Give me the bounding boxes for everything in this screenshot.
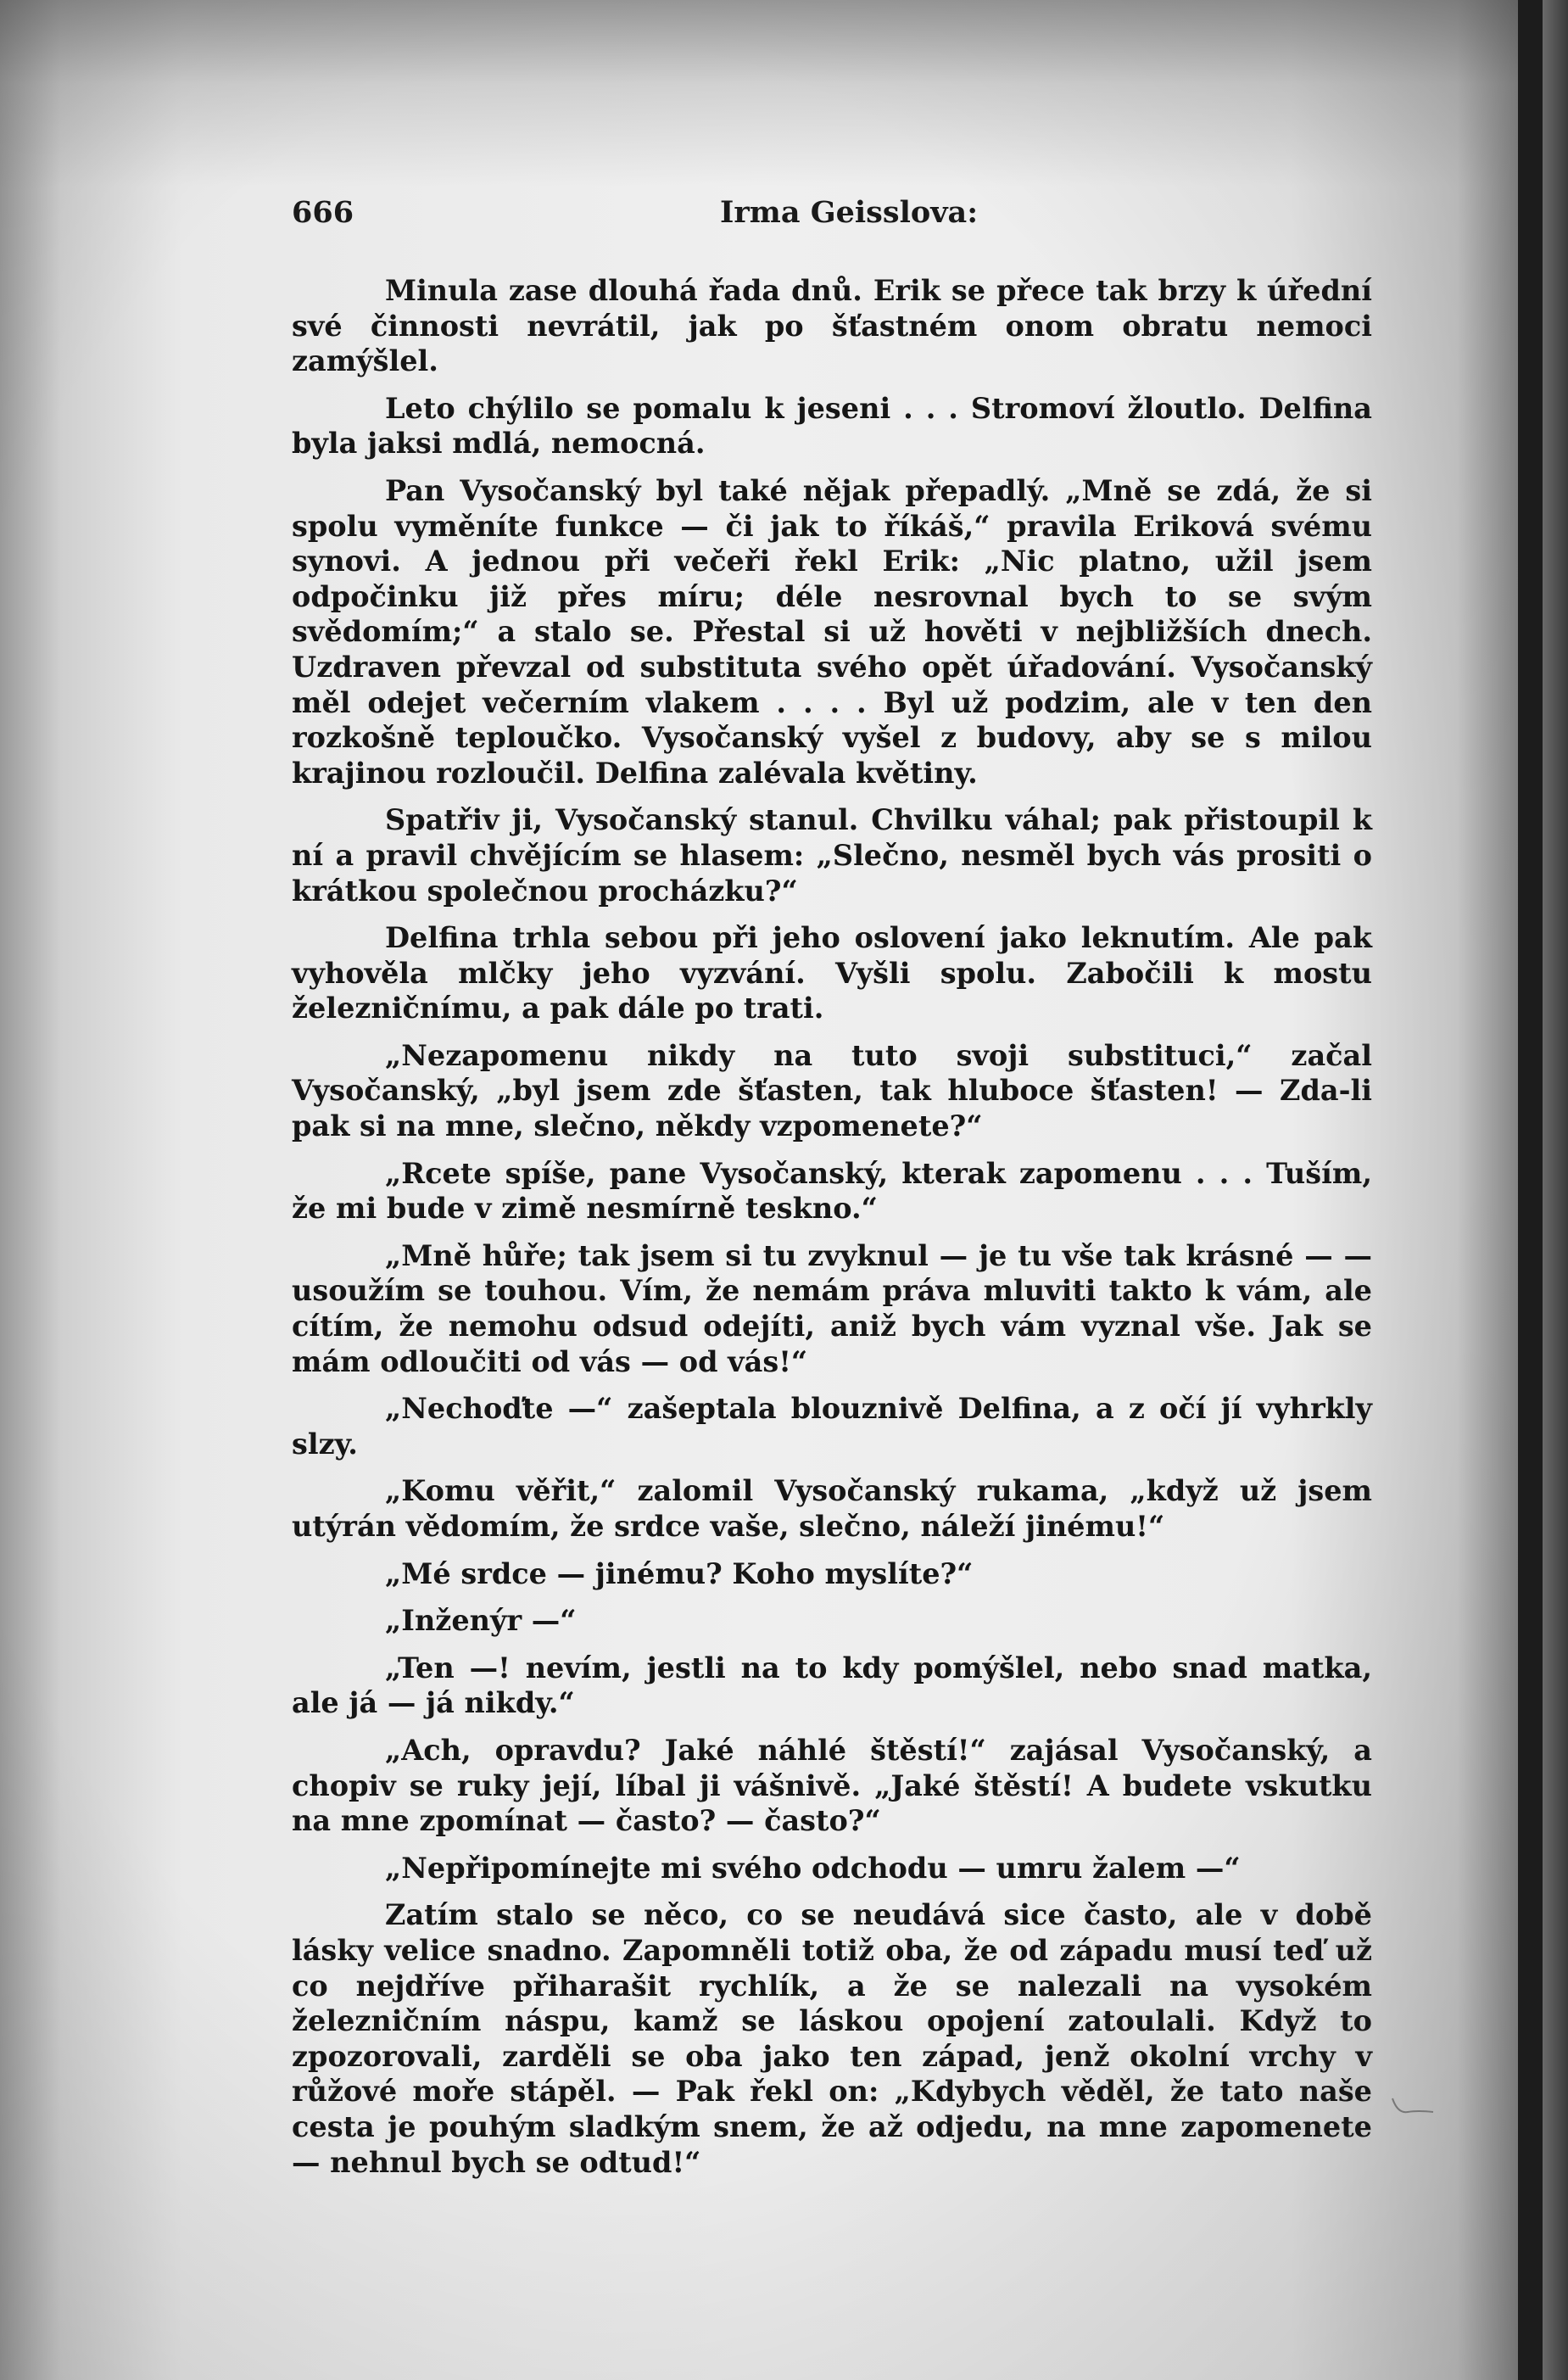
paragraph: „Inženýr —“ bbox=[385, 1604, 577, 1638]
paragraph: „Nezapomenu nikdy na tuto svoji substituci,“ začal Vysočanský, „byl jsem zde šťasten, tak hluboce šťasten! — Zda-li pak si na mne, slečno, někdy vzpomenete?“ bbox=[292, 1038, 1372, 1143]
paragraph: „Ten —! nevím, jestli na to kdy pomýšlel, nebo snad matka, ale já — já nikdy.“ bbox=[292, 1651, 1372, 1720]
paragraph: Spatřiv ji, Vysočanský stanul. Chvilku váhal; pak přistoupil k ní a pravil chvějícím se hlasem: „Slečno, nesměl bych vás prositi o krátkou společnou procházku?“ bbox=[292, 803, 1372, 908]
running-head bbox=[292, 195, 1343, 246]
paragraph: Delfina trhla sebou při jeho oslovení jako leknutím. Ale pak vyhověla mlčky jeho vyzvání. Vyšli spolu. Zabočili k mostu železničnímu, a pak dále po trati. bbox=[292, 921, 1372, 1025]
paragraph: „Mé srdce — jinému? Koho myslíte?“ bbox=[385, 1556, 974, 1590]
paragraph: „Komu věřit,“ zalomil Vysočanský rukama, „když už jsem utýrán vědomím, že srdce vaše, slečno, náleží jinému!“ bbox=[292, 1474, 1372, 1543]
page-number: 666 bbox=[292, 195, 354, 230]
paragraph: „Rcete spíše, pane Vysočanský, kterak zapomenu . . . Tuším, že mi bude v zimě nesmírně teskno.“ bbox=[292, 1156, 1372, 1226]
paragraph: Minula zase dlouhá řada dnů. Erik se přece tak brzy k úřední své činnosti nevrátil, jak po šťastném onom obratu nemoci zamýšlel. bbox=[292, 274, 1372, 378]
running-title: Irma Geisslova: bbox=[720, 195, 979, 230]
paragraph: Leto chýlilo se pomalu k jeseni . . . Stromoví žloutlo. Delfina byla jaksi mdlá, nemocná. bbox=[292, 391, 1372, 461]
paragraph: „Mně hůře; tak jsem si tu zvyknul — je tu vše tak krásné — — usoužím se touhou. Vím, že nemám práva mluviti takto k vám, ale cítím, že nemohu odsud odejíti, aniž bych vám vyznal vše. Jak se mám odloučiti od vás — od vás!“ bbox=[292, 1238, 1372, 1378]
paragraph: „Nepřipomínejte mi svého odchodu — umru žalem —“ bbox=[385, 1851, 1241, 1885]
page-edge-shadow bbox=[1543, 0, 1568, 2380]
paragraph: „Ach, opravdu? Jaké náhlé štěstí!“ zajásal Vysočanský, a chopiv se ruky její, líbal ji vášnivě. „Jaké štěstí! A budete vskutku na mne zpomínat — často? — často?“ bbox=[292, 1733, 1372, 1838]
body-text bbox=[292, 273, 1372, 2192]
paragraph: Zatím stalo se něco, co se neudává sice často, ale v době lásky velice snadno. Zapomněli totiž oba, že od západu musí teď už co nejdříve přiharašit rychlík, a že se nalezali na vysokém železničním náspu, kamž se láskou opojení zatoulali. Když to zpozorovali, zarděli se oba jako ten západ, jenž okolní vrchy v růžové moře stápěl. — Pak řekl on: „Kdybych věděl, že tato naše cesta je pouhým sladkým snem, že až odjedu, na mne zapomenete — nehnul bych se odtud!“ bbox=[292, 1898, 1372, 2179]
paragraph: Pan Vysočanský byl také nějak přepadlý. „Mně se zdá, že si spolu vyměníte funkce — či jak to říkáš,“ pravila Eriková svému synovi. A jednou při večeři řekl Erik: „Nic platno, užil jsem odpočinku již přes míru; déle nesrovnal bych to se svým svědomím;“ a stalo se. Přestal si už hověti v nejbližších dnech. Uzdraven převzal od substituta svého opět úřadování. Vysočanský měl odejet večerním vlakem . . . . Byl už podzim, ale v ten den rozkošně teploučko. Vysočanský vyšel z budovy, aby se s milou krajinou rozloučil. Delfina zalévala květiny. bbox=[292, 473, 1372, 790]
pencil-mark bbox=[1391, 2095, 1442, 2120]
paragraph: „Nechoďte —“ zašeptala blouznivě Delfina, a z očí jí vyhrkly slzy. bbox=[292, 1392, 1372, 1461]
